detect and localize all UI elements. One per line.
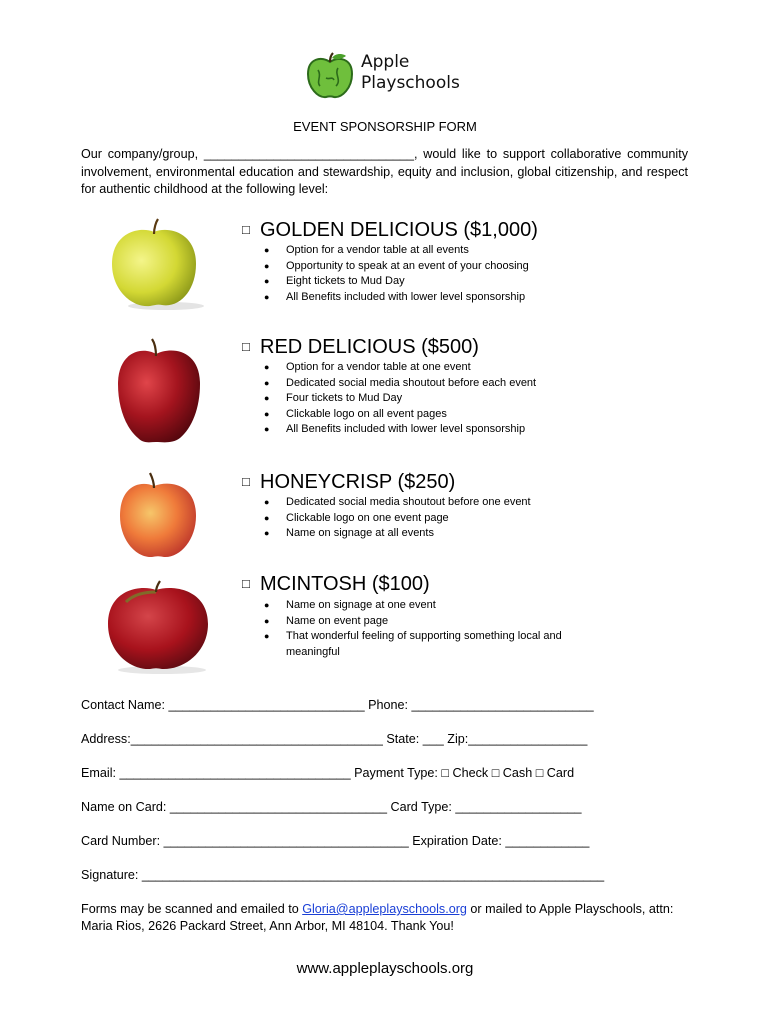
honeycrisp-apple-icon (118, 472, 200, 560)
list-item: ● Clickable logo on one event page (264, 511, 586, 527)
list-item: ● Four tickets to Mud Day (264, 391, 586, 407)
email-payment-field[interactable]: Email: _________________________________ Payment Type: □ Check □ Cash □ Card (81, 766, 575, 780)
level-honeycrisp-title[interactable] (242, 471, 455, 494)
intro-paragraph: Our company/group, ______________________________, would like to support collaborative community involvement, environmental education and stewardship, equity and inclusion, global citizenship, and respect for authentic childhood at the following level: (81, 147, 688, 196)
instructions-text-2: or mailed to Apple Playschools, attn: Maria Rios, 2626 Packard Street, Ann Arbor, MI 48104. Thank You! (81, 902, 674, 933)
logo-line1: Apple (361, 52, 410, 72)
address-field[interactable]: Address:____________________________________ State: ___ Zip:_________________ (81, 732, 588, 746)
list-item: ● Dedicated social media shoutout before one event (264, 495, 586, 511)
benefits-list-mcintosh (264, 598, 596, 660)
list-item: ● Name on signage at one event (264, 598, 586, 614)
level-mcintosh-title[interactable] (242, 573, 430, 596)
logo-text (361, 52, 460, 94)
level-golden-delicious-title[interactable] (242, 219, 538, 242)
list-item: ● All Benefits included with lower level sponsorship (264, 422, 586, 438)
list-item: ● Name on signage at all events (264, 526, 586, 542)
apple-logo-icon (304, 52, 356, 100)
checkbox-icon[interactable]: □ (242, 576, 250, 591)
golden-apple-icon (110, 218, 210, 310)
form-title: EVENT SPONSORSHIP FORM (293, 119, 477, 134)
signature-field[interactable]: Signature: __________________________________________________________________ (81, 868, 605, 882)
instructions-text-1: Forms may be scanned and emailed to (81, 902, 303, 916)
checkbox-icon[interactable]: □ (242, 474, 250, 489)
submission-instructions (81, 901, 691, 935)
list-item: ● Clickable logo on all event pages (264, 407, 586, 423)
checkbox-icon[interactable]: □ (242, 222, 250, 237)
list-item: ● Eight tickets to Mud Day (264, 274, 586, 290)
level-mcintosh-label: MCINTOSH ($100) (260, 573, 430, 595)
list-item: ● Opportunity to speak at an event of your choosing (264, 259, 586, 275)
card-number-field[interactable]: Card Number: ___________________________________ Expiration Date: ____________ (81, 834, 590, 848)
benefits-list-honeycrisp (264, 495, 586, 542)
level-golden-delicious-label: GOLDEN DELICIOUS ($1,000) (260, 219, 538, 241)
email-link[interactable]: Gloria@appleplayschools.org (302, 902, 467, 916)
red-delicious-apple-icon (116, 338, 202, 446)
level-red-delicious-label: RED DELICIOUS ($500) (260, 336, 479, 358)
mcintosh-apple-icon (106, 580, 212, 674)
contact-phone-field[interactable]: Contact Name: ____________________________ Phone: __________________________ (81, 698, 594, 712)
list-item: ● That wonderful feeling of supporting something local and meaningful (264, 629, 596, 660)
benefits-list-red (264, 360, 586, 438)
list-item: ● All Benefits included with lower level sponsorship (264, 290, 586, 306)
website-url[interactable]: www.appleplayschools.org (296, 960, 474, 977)
level-honeycrisp-label: HONEYCRISP ($250) (260, 471, 456, 493)
checkbox-icon[interactable]: □ (242, 339, 250, 354)
apple-playschools-logo (304, 52, 460, 100)
list-item: ● Name on event page (264, 614, 586, 630)
list-item: ● Dedicated social media shoutout before each event (264, 376, 586, 392)
logo-line2: Playschools (361, 73, 460, 93)
card-name-type-field[interactable]: Name on Card: _______________________________ Card Type: __________________ (81, 800, 582, 814)
list-item: ● Option for a vendor table at all events (264, 243, 586, 259)
level-red-delicious-title[interactable] (242, 336, 479, 359)
list-item: ● Option for a vendor table at one event (264, 360, 586, 376)
benefits-list-golden (264, 243, 586, 305)
